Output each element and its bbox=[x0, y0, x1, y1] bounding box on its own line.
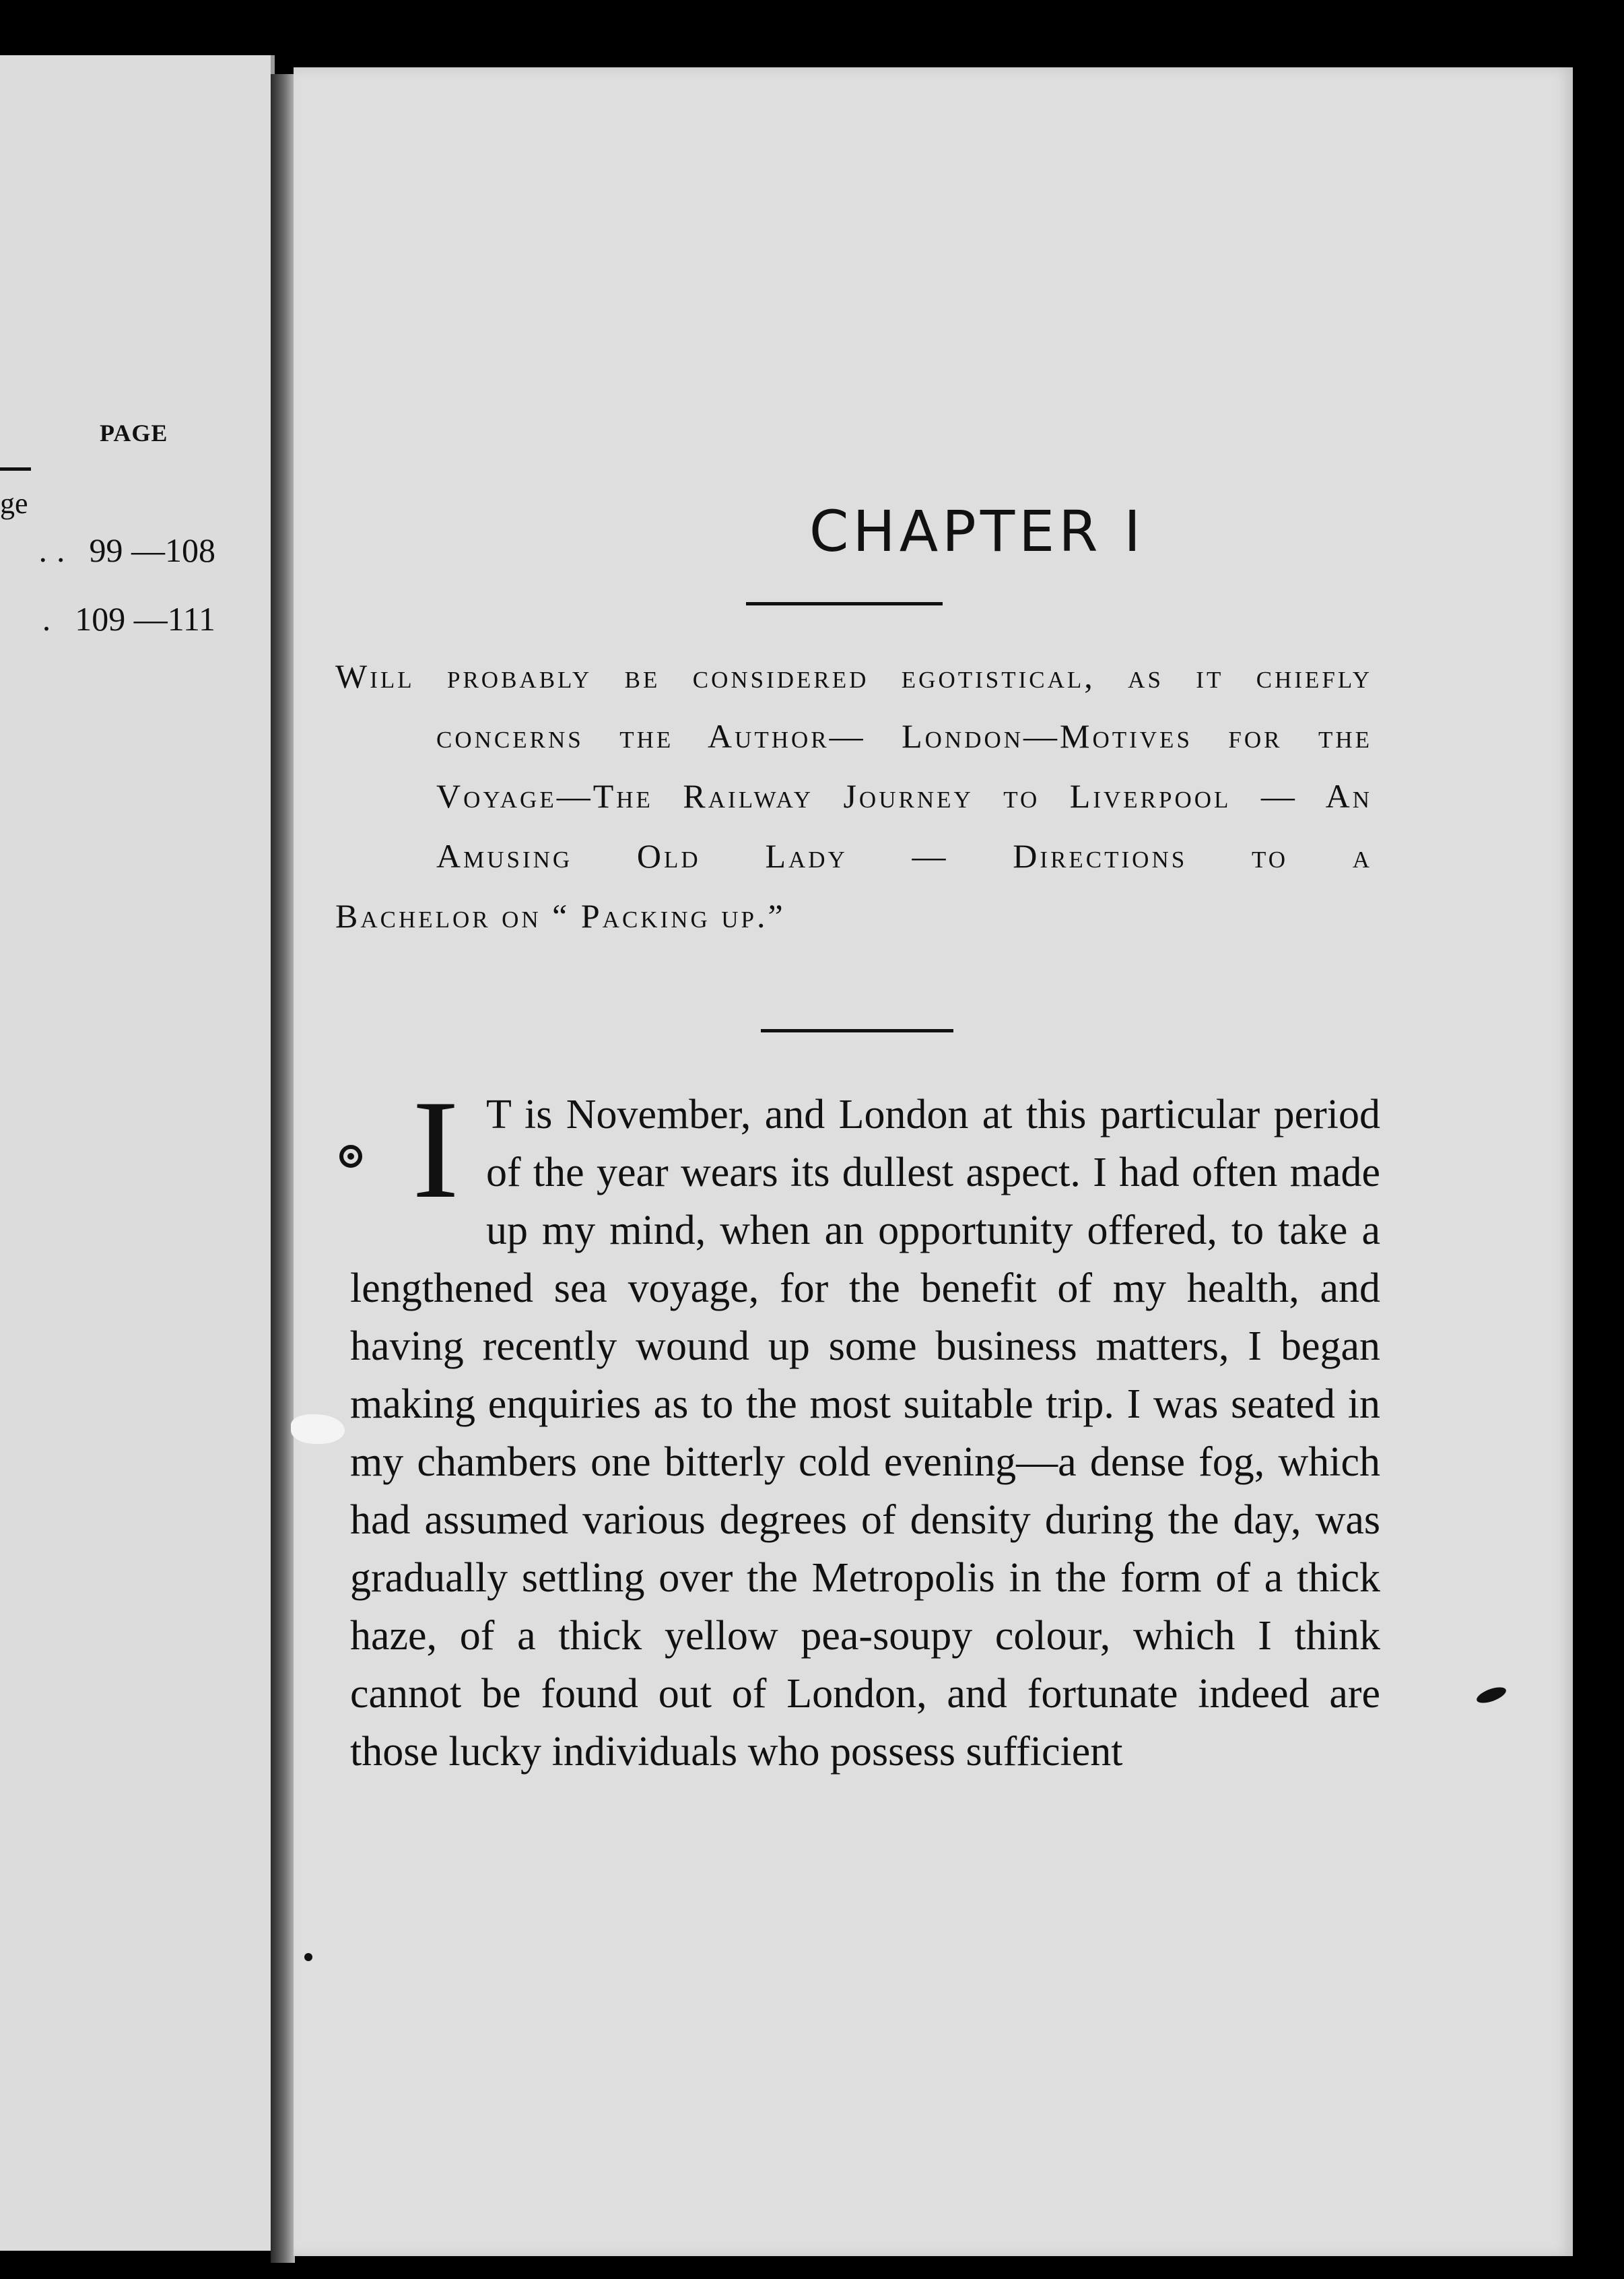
summary-line: as it chiefly concerns the Author— bbox=[436, 657, 1373, 755]
page-column-header: PAGE bbox=[100, 420, 168, 447]
toc-leader-dots: .. bbox=[38, 531, 75, 569]
summary-line: London—Motives for the Voyage—The bbox=[436, 717, 1372, 815]
chapter-body bbox=[350, 1071, 1380, 1781]
summary-line: Will probably be considered egotistical, bbox=[335, 657, 1095, 695]
toc-page-range: 109 —111 bbox=[75, 600, 215, 638]
book-gutter bbox=[271, 74, 295, 2263]
summary-line: Bachelor on “ Packing up.” bbox=[335, 897, 786, 935]
toc-row bbox=[0, 599, 215, 638]
ink-dot bbox=[304, 1953, 312, 1961]
left-page bbox=[0, 55, 275, 2251]
chapter-title: CHAPTER I bbox=[809, 498, 1145, 564]
summary-line: Railway Journey to Liverpool — An bbox=[683, 777, 1372, 815]
header-rule bbox=[0, 467, 31, 471]
summary-line: Amusing Old Lady — Directions to a bbox=[436, 837, 1372, 875]
toc-row bbox=[0, 531, 215, 570]
title-rule bbox=[746, 602, 943, 605]
toc-leader-dots: . bbox=[42, 600, 61, 638]
drop-cap: I bbox=[412, 1071, 459, 1228]
paper-blemish bbox=[291, 1414, 345, 1444]
summary-rule bbox=[761, 1029, 953, 1032]
toc-page-range: 99 —108 bbox=[89, 531, 215, 569]
truncated-text-fragment: ge bbox=[0, 487, 28, 520]
chapter-summary bbox=[335, 647, 1372, 946]
body-paragraph: T is November, and London at this particular period of the year wears its dullest aspect. I had often made up my mind, when an opportunity offered, to take a lengthened sea voyage, for the benefit of my health, and having recently wound up some business matters, I began making enquiries as to the most suitable trip. I was seated in my chambers one bitterly cold evening—a dense fog, which had assumed various degrees of density during the day, was gradually settling over the Metropolis in the form of a thick haze, of a thick yellow pea-soupy colour, which I think cannot be found out of London, and fortunate indeed are those lucky individuals who possess sufficient bbox=[350, 1092, 1380, 1775]
